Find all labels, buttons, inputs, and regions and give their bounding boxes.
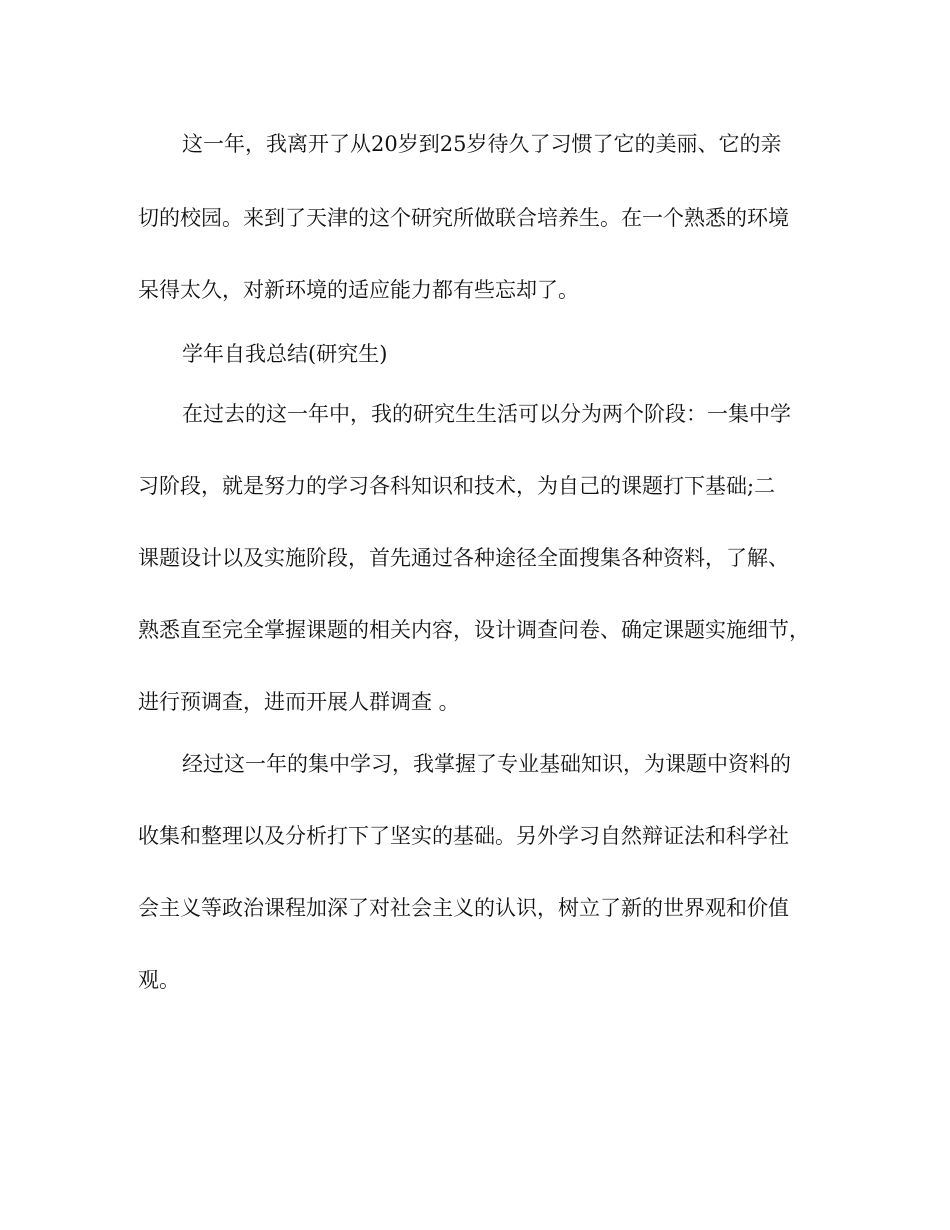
paragraph-2-line-1: 在过去的这一年中，我的研究生生活可以分为两个阶段：一集中学 xyxy=(182,402,791,426)
paragraph-1-line-2: 切的校园。来到了天津的这个研究所做联合培养生。在一个熟悉的环境 xyxy=(138,206,789,230)
paragraph-3-line-2: 收集和整理以及分析打下了坚实的基础。另外学习自然辩证法和科学社 xyxy=(138,824,789,848)
paragraph-1-line-3: 呆得太久，对新环境的适应能力都有些忘却了。 xyxy=(138,278,579,302)
section-heading: 学年自我总结(研究生) xyxy=(182,342,388,366)
paragraph-1-line-1: 这一年，我离开了从20岁到25岁待久了习惯了它的美丽、它的亲 xyxy=(182,132,782,156)
paragraph-3-line-1: 经过这一年的集中学习，我掌握了专业基础知识，为课题中资料的 xyxy=(182,752,791,776)
paragraph-2-line-4: 熟悉直至完全掌握课题的相关内容，设计调查问卷、确定课题实施细节， xyxy=(138,618,810,642)
paragraph-2-line-2: 习阶段，就是努力的学习各科知识和技术，为自己的课题打下基础;二 xyxy=(138,474,776,498)
paragraph-2-line-3: 课题设计以及实施阶段，首先通过各种途径全面搜集各种资料，了解、 xyxy=(138,546,789,570)
paragraph-3-line-3: 会主义等政治课程加深了对社会主义的认识，树立了新的世界观和价值 xyxy=(138,896,789,920)
paragraph-3-line-4: 观。 xyxy=(138,968,180,992)
paragraph-2-line-5: 进行预调查，进而开展人群调查 。 xyxy=(138,690,460,714)
